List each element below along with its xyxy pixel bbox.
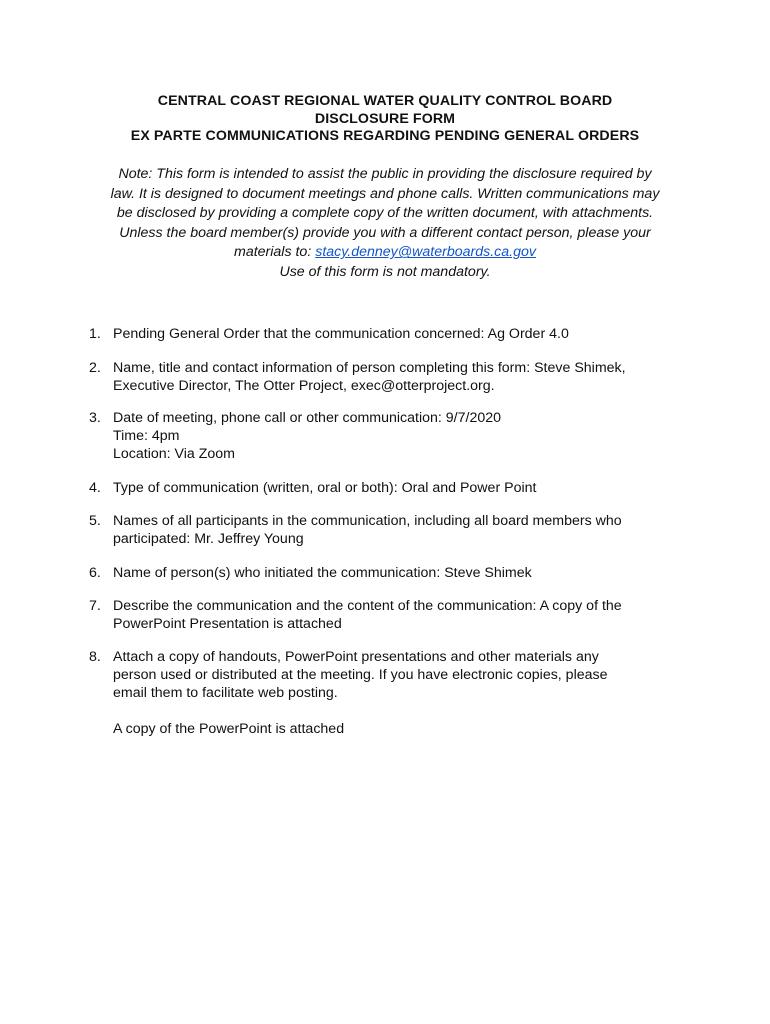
list-item-line: Name, title and contact information of person completing this form: Steve Shimek, xyxy=(113,360,626,376)
form-header xyxy=(0,93,770,146)
list-item-number: 7. xyxy=(89,598,101,614)
list-item-text xyxy=(113,409,683,463)
list-item-line: Date of meeting, phone call or other communication: 9/7/2020 xyxy=(113,410,502,426)
list-item-line: A copy of the PowerPoint is attached xyxy=(113,721,345,737)
list-item-line: Names of all participants in the communication, including all board members who xyxy=(113,513,622,529)
list-item-text xyxy=(113,648,683,738)
contact-email-link[interactable]: stacy.denney@waterboards.ca.gov xyxy=(315,244,536,261)
list-item-line: Type of communication (written, oral or both): Oral and Power Point xyxy=(113,480,537,496)
list-item-line: Location: Via Zoom xyxy=(113,446,235,462)
list-item-line: Executive Director, The Otter Project, exec@otterproject.org. xyxy=(113,378,495,394)
list-item-number: 3. xyxy=(89,410,101,426)
note-line: Use of this form is not mandatory. xyxy=(279,263,491,280)
note-line xyxy=(60,243,710,263)
list-item-number: 5. xyxy=(89,513,101,529)
list-item-number: 8. xyxy=(89,649,101,665)
note-line: law. It is designed to document meetings and phone calls. Written communications may xyxy=(110,185,660,202)
list-item-number: 2. xyxy=(89,360,101,376)
list-item-text xyxy=(113,359,683,395)
list-item-line: person used or distributed at the meeting. If you have electronic copies, please xyxy=(113,667,608,683)
list-item-text xyxy=(113,512,683,548)
list-item-line: Pending General Order that the communication concerned: Ag Order 4.0 xyxy=(113,326,569,342)
header-agency-title: CENTRAL COAST REGIONAL WATER QUALITY CONTROL BOARD xyxy=(157,93,613,109)
note-line: Unless the board member(s) provide you with a different contact person, please your xyxy=(119,224,651,241)
header-form-subtitle: EX PARTE COMMUNICATIONS REGARDING PENDING GENERAL ORDERS xyxy=(130,128,640,144)
list-item-line: Name of person(s) who initiated the communication: Steve Shimek xyxy=(113,565,532,581)
list-item-line: Attach a copy of handouts, PowerPoint presentations and other materials any xyxy=(113,649,599,665)
list-item-number: 1. xyxy=(89,326,101,342)
list-item-text xyxy=(113,479,683,497)
list-item-number: 6. xyxy=(89,565,101,581)
note-line: be disclosed by providing a complete copy of the written document, with attachments. xyxy=(116,205,654,222)
list-item-line: PowerPoint Presentation is attached xyxy=(113,616,342,632)
form-note xyxy=(60,165,710,283)
list-item-text xyxy=(113,597,683,633)
list-item-text xyxy=(113,564,683,582)
list-item-line: participated: Mr. Jeffrey Young xyxy=(113,531,304,547)
note-line: Note: This form is intended to assist the public in providing the disclosure required by xyxy=(118,166,652,182)
note-materials-prefix: materials to: xyxy=(234,244,316,261)
list-item-text xyxy=(113,325,683,343)
list-item-line: email them to facilitate web posting. xyxy=(113,685,338,701)
header-form-title: DISCLOSURE FORM xyxy=(314,110,456,127)
list-item-spacer xyxy=(113,702,683,720)
list-item-line: Describe the communication and the content of the communication: A copy of the xyxy=(113,598,622,614)
list-item-number: 4. xyxy=(89,480,101,496)
list-item-line: Time: 4pm xyxy=(113,428,180,444)
